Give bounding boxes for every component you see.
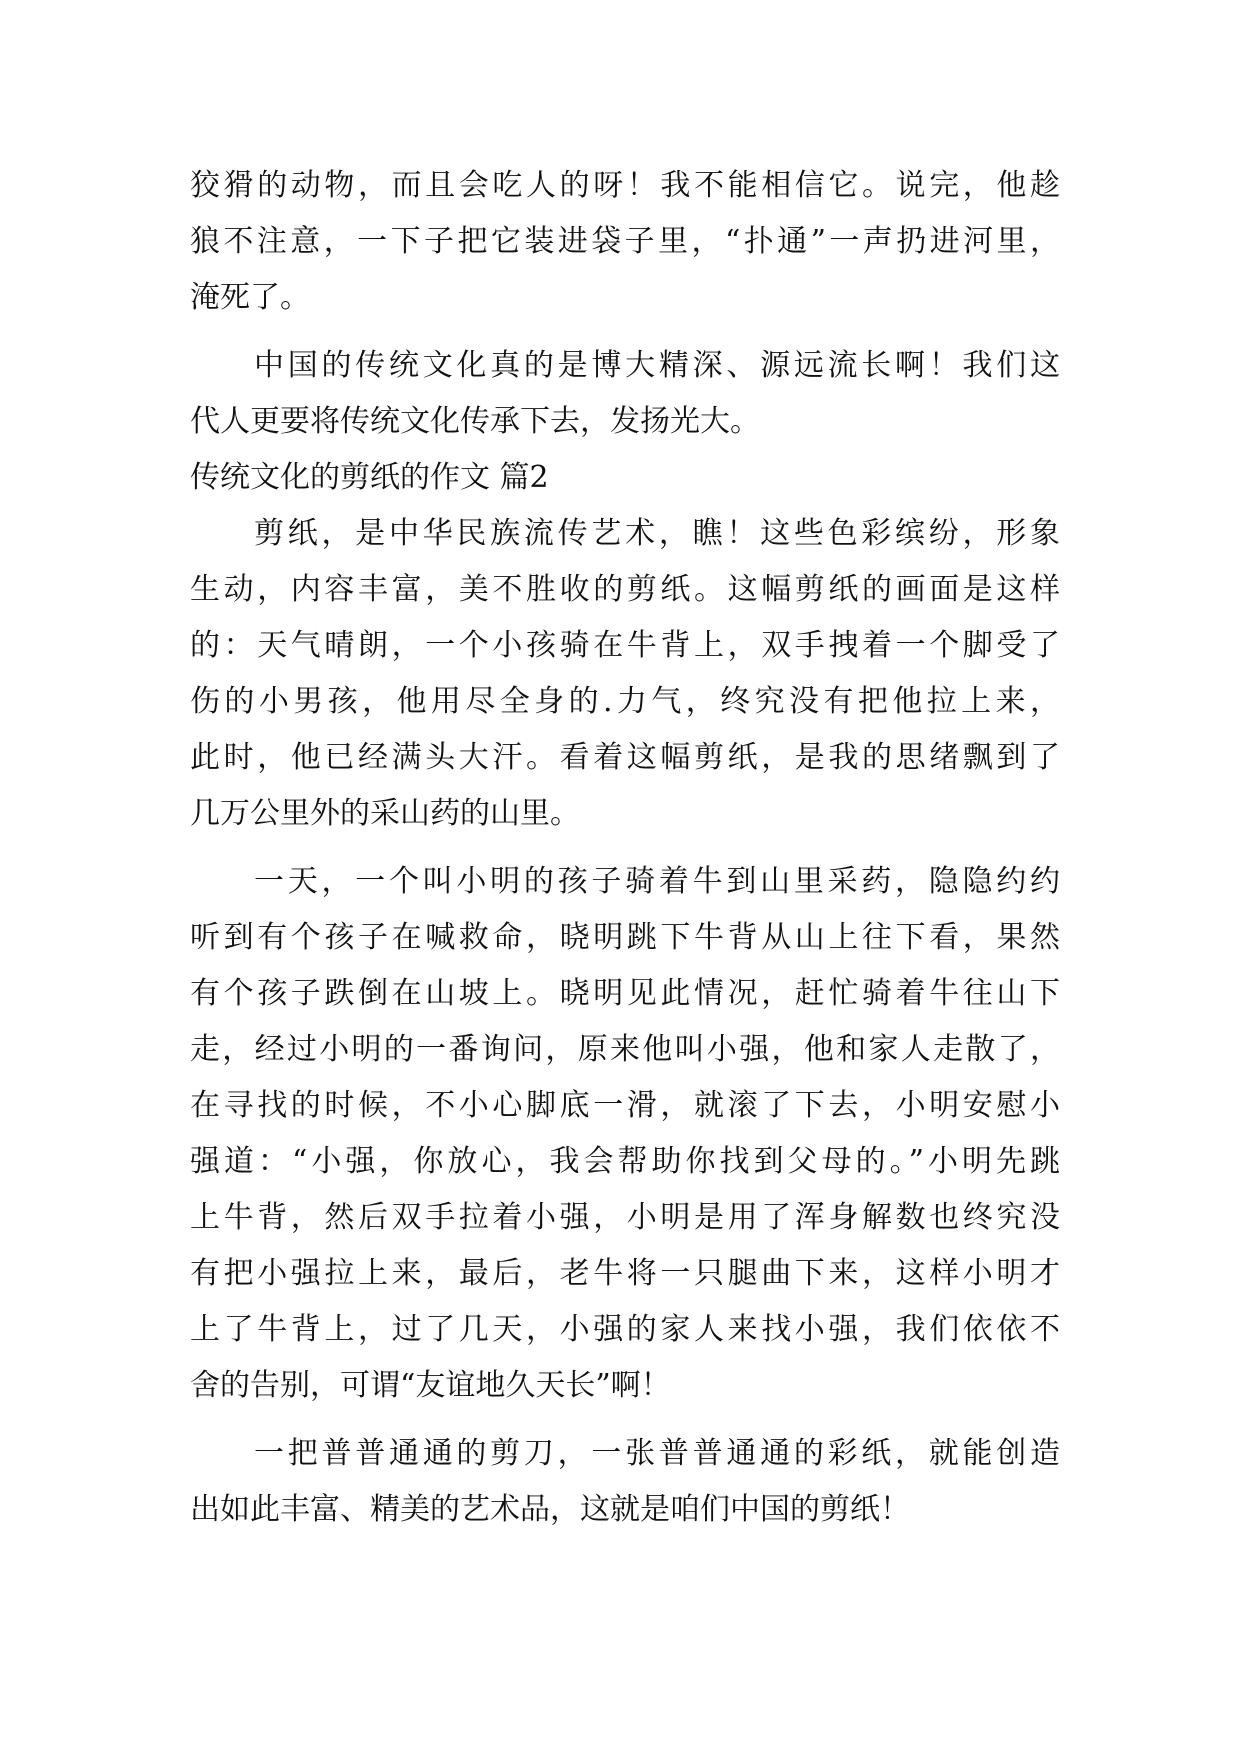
- continued-paragraph: [190, 158, 1060, 326]
- text-line: 舍的告别，可谓“友谊地久天长”啊！: [190, 1368, 671, 1403]
- paragraph-3: [190, 1426, 1060, 1538]
- text-line: 出如此丰富、精美的艺术品，这就是咱们中国的剪纸！: [190, 1492, 910, 1527]
- text-line: 强道：“小强，你放心，我会帮助你找到父母的。”小明先跳: [190, 1144, 1060, 1179]
- text-line: 有个孩子跌倒在山坡上。晓明见此情况，赶忙骑着牛往山下: [190, 976, 1060, 1011]
- text-line: 上牛背，然后双手拉着小强，小明是用了浑身解数也终究没: [190, 1200, 1060, 1235]
- paragraph-2: [190, 854, 1060, 1414]
- text-line: 狼不注意，一下子把它装进袋子里，“扑通”一声扔进河里，: [190, 224, 1060, 259]
- conclusion-paragraph: [190, 338, 1060, 450]
- text-line: 几万公里外的采山药的山里。: [190, 796, 580, 831]
- section-heading: 传统文化的剪纸的作文 篇2: [190, 460, 549, 495]
- text-line: 一把普普通通的剪刀，一张普普通通的彩纸，就能创造: [254, 1436, 1060, 1471]
- text-line: 中国的传统文化真的是博大精深、源远流长啊！我们这: [254, 348, 1060, 383]
- text-line: 生动，内容丰富，美不胜收的剪纸。这幅剪纸的画面是这样: [190, 572, 1060, 607]
- text-line: 在寻找的时候，不小心脚底一滑，就滚了下去，小明安慰小: [190, 1088, 1060, 1123]
- text-line: 代人更要将传统文化传承下去，发扬光大。: [190, 404, 760, 439]
- text-line: 走，经过小明的一番询问，原来他叫小强，他和家人走散了，: [190, 1032, 1060, 1067]
- text-line: 上了牛背上，过了几天，小强的家人来找小强，我们依依不: [190, 1312, 1060, 1347]
- text-line: 有把小强拉上来，最后，老牛将一只腿曲下来，这样小明才: [190, 1256, 1060, 1291]
- text-line: 淹死了。: [190, 280, 310, 315]
- text-line: 剪纸，是中华民族流传艺术，瞧！这些色彩缤纷，形象: [254, 516, 1060, 551]
- text-line: 狡猾的动物，而且会吃人的呀！我不能相信它。说完，他趁: [190, 168, 1060, 203]
- text-line: 听到有个孩子在喊救命，晓明跳下牛背从山上往下看，果然: [190, 920, 1060, 955]
- paragraph-1: [190, 506, 1060, 842]
- text-line: 此时，他已经满头大汗。看着这幅剪纸，是我的思绪飘到了: [190, 740, 1060, 775]
- text-line: 的：天气晴朗，一个小孩骑在牛背上，双手拽着一个脚受了: [190, 628, 1060, 663]
- text-line: 伤的小男孩，他用尽全身的.力气，终究没有把他拉上来，: [190, 684, 1060, 719]
- text-line: 一天，一个叫小明的孩子骑着牛到山里采药，隐隐约约: [254, 864, 1060, 899]
- document-body: [190, 158, 1060, 1538]
